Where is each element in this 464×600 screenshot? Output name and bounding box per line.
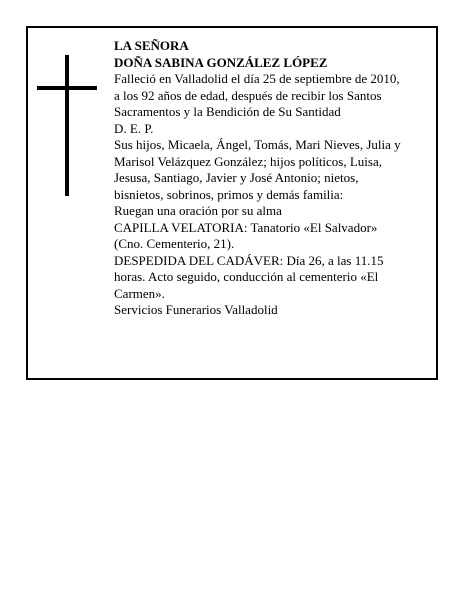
notice-line: Marisol Velázquez González; hijos políticos, Luisa, <box>114 153 382 169</box>
obituary-text <box>114 38 430 319</box>
chapel-line: CAPILLA VELATORIA: Tanatorio «El Salvador» <box>114 219 378 235</box>
notice-line: a los 92 años de edad, después de recibir los Santos <box>114 87 382 103</box>
dep-line: D. E. P. <box>114 120 154 136</box>
funeral-service-line: Servicios Funerarios Valladolid <box>114 302 278 317</box>
notice-line: Sacramentos y la Bendición de Su Santidad <box>114 104 341 119</box>
chapel-address-line: (Cno. Cementerio, 21). <box>114 236 235 251</box>
notice-line: Ruegan una oración por su alma <box>114 203 282 218</box>
farewell-line: horas. Acto seguido, conducción al cementerio «El <box>114 269 379 284</box>
notice-heading: LA SEÑORA <box>114 38 189 53</box>
cross-vertical-bar <box>65 55 69 196</box>
cross-horizontal-bar <box>37 86 97 90</box>
farewell-line: Carmen». <box>114 285 165 301</box>
deceased-name: DOÑA SABINA GONZÁLEZ LÓPEZ <box>114 54 328 70</box>
notice-line: Sus hijos, Micaela, Ángel, Tomás, Mari Nieves, Julia y <box>114 137 401 152</box>
notice-line: Falleció en Valladolid el día 25 de septiembre de 2010, <box>114 71 400 86</box>
notice-line: bisnietos, sobrinos, primos y demás familia: <box>114 186 344 202</box>
farewell-line: DESPEDIDA DEL CADÁVER: Día 26, a las 11.15 <box>114 252 384 268</box>
notice-line: Jesusa, Santiago, Javier y José Antonio; nietos, <box>114 170 359 185</box>
